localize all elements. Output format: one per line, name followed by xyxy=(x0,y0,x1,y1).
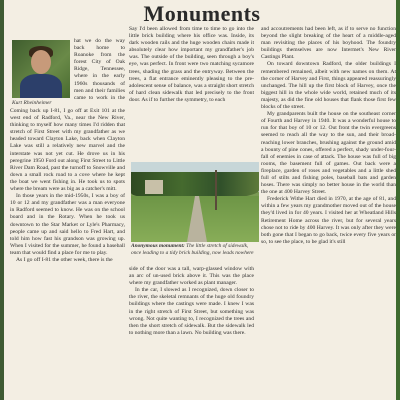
paragraph: As I go off I-81 the other week, there is the xyxy=(16,256,113,263)
caption-text: The little stretch of sidewalk, once leading to a tidy brick building, now leads nowhere xyxy=(131,243,254,256)
paragraph: and accoutrements had been left, as if to serve no function beyond the slight breaking of the heart of a middle-aged man revisiting the places of his boyhood. The foundry buildings themselves are now Intermet's New River Castings Plant. xyxy=(261,26,396,61)
portrait-face xyxy=(31,50,51,74)
paragraph: Frederick Withe Hart died in 1970, at the age of 81, and within a few years my grandmother moved out of the house they'd lived in for 40 years. I visited her at Wheatland Hills Retirement Home across the river, but for several years chose not to ride by 400 Harvey. It was only after they were both gone that I began to go back, twice every five years or so, to see the place, to be glad it's still xyxy=(261,196,396,245)
sidewalk-photo xyxy=(131,162,259,242)
paragraph: Say I'd been allowed from time to time to go into the little brick building where his office was. Inside, its dark wooden rails and the huge wooden chairs made it absolutely clear how important my grandfather's job was. The outside of the building, seen through a boy's eye, was perfect. In front were two matching sycamore trees, shading the grass and the entryway. Between the trees, a flat entrance eminently pleasing to the pre-adolescent sense of balance, was a straight short stretch of hard clean sidewalk that led precisely to the front door. As if to further the symmetry, to each xyxy=(129,26,254,103)
article-title: Monuments xyxy=(143,1,261,26)
paragraph: In the car, I slowed as I recognized, down closer to the river, the skeletal remnants of the huge old foundry buildings where the castings were made. I knew I was in the right stretch of First Street, but something was wrong. Not quite wanting to, I recognized the trees and then the short stretch of sidewalk. But the sidewalk led to nothing more than a lawn. No building was there. xyxy=(129,287,254,336)
column-2 xyxy=(129,26,254,158)
magazine-page xyxy=(4,0,400,400)
paragraph: Coming back up I-81, I go off at Exit 101 at the west end of Radford, Va., near the New River, thinking to myself how many times I'd ridden that stretch of First Street with my grandfather as we headed toward Clayton Lake, back when Clayton Lake was still a relatively new marvel and the interstate was not yet cut. He drove us in his peregrine 1950 Ford out along First Street to Little River Dam Road, past the turnoff to Snowville and down a small rock road to a cove where he kept the boat we went fishing in. He took us to spots where the bream were as big as a catcher's mitt. xyxy=(10,108,125,193)
paragraph: My grandparents built the house on the southeast corner of Fourth and Harvey in 1940. It was a wonderful house to run for that boy of 10 or 12. Out front the twin evergreens seemed to reach all the way to the sun, and their broad-reaching lower branches, brushing against the ground amid a bounty of pine cones, offered a perfect, shady under-four-fall of enemies in case of attack. The house was full of big rooms, the basement full of games. Out back were a fireplace, garden of roses and vegetables and a little shed full of stilts and fishing poles, baseball bats and garden hoses. There was simply no better house in the world than the one at 400 Harvey Street. xyxy=(261,111,396,196)
page-edge xyxy=(396,0,400,400)
portrait-body xyxy=(20,74,62,98)
column-3 xyxy=(261,26,396,400)
column-2-lower xyxy=(129,266,254,400)
paragraph: In those years in the mid-1950s, I was a boy of 10 or 12 and my grandfather was a man everyone in Radford seemed to know. He was on the school board and in the Rotary. When he took us downtown to the Star Market or Lyle's Pharmacy, people came up and said hello to Fred Hart, and told him how fast his grandson was growing up. When I visited for the summer, he found a baseball team that would find a place for me to play. xyxy=(10,193,125,256)
paragraph: hat we do the way back home to Roanoke from the forest City of Oak Ridge, Tennessee, where in the early 1960s thousands of men and their families came to work in the xyxy=(74,38,125,100)
opening-paragraph xyxy=(74,38,125,100)
author-portrait xyxy=(12,40,70,98)
photo-house xyxy=(145,180,163,194)
paragraph: On toward downtown Radford, the older buildings I remembered remained, albeit with new names on them. At the corner of Harvey and First, things appeared reassuringly unchanged. The hill up the first block of Harvey, once the biggest hill in the whole wide world, retained much of its majesty, as did the fine old houses that flank those first few blocks of the street. xyxy=(261,61,396,111)
portrait-caption: Kurt Rheinheimer xyxy=(12,100,52,106)
photo-pole xyxy=(215,170,217,210)
photo-caption xyxy=(131,243,259,256)
paragraph: side of the door was a tall, warp-glassed window with an arc of un-used brick above it. This was the place where my grandfather worked as plant manager. xyxy=(129,266,254,287)
caption-label: Anonymous monument: xyxy=(131,243,185,249)
column-1 xyxy=(10,108,125,400)
